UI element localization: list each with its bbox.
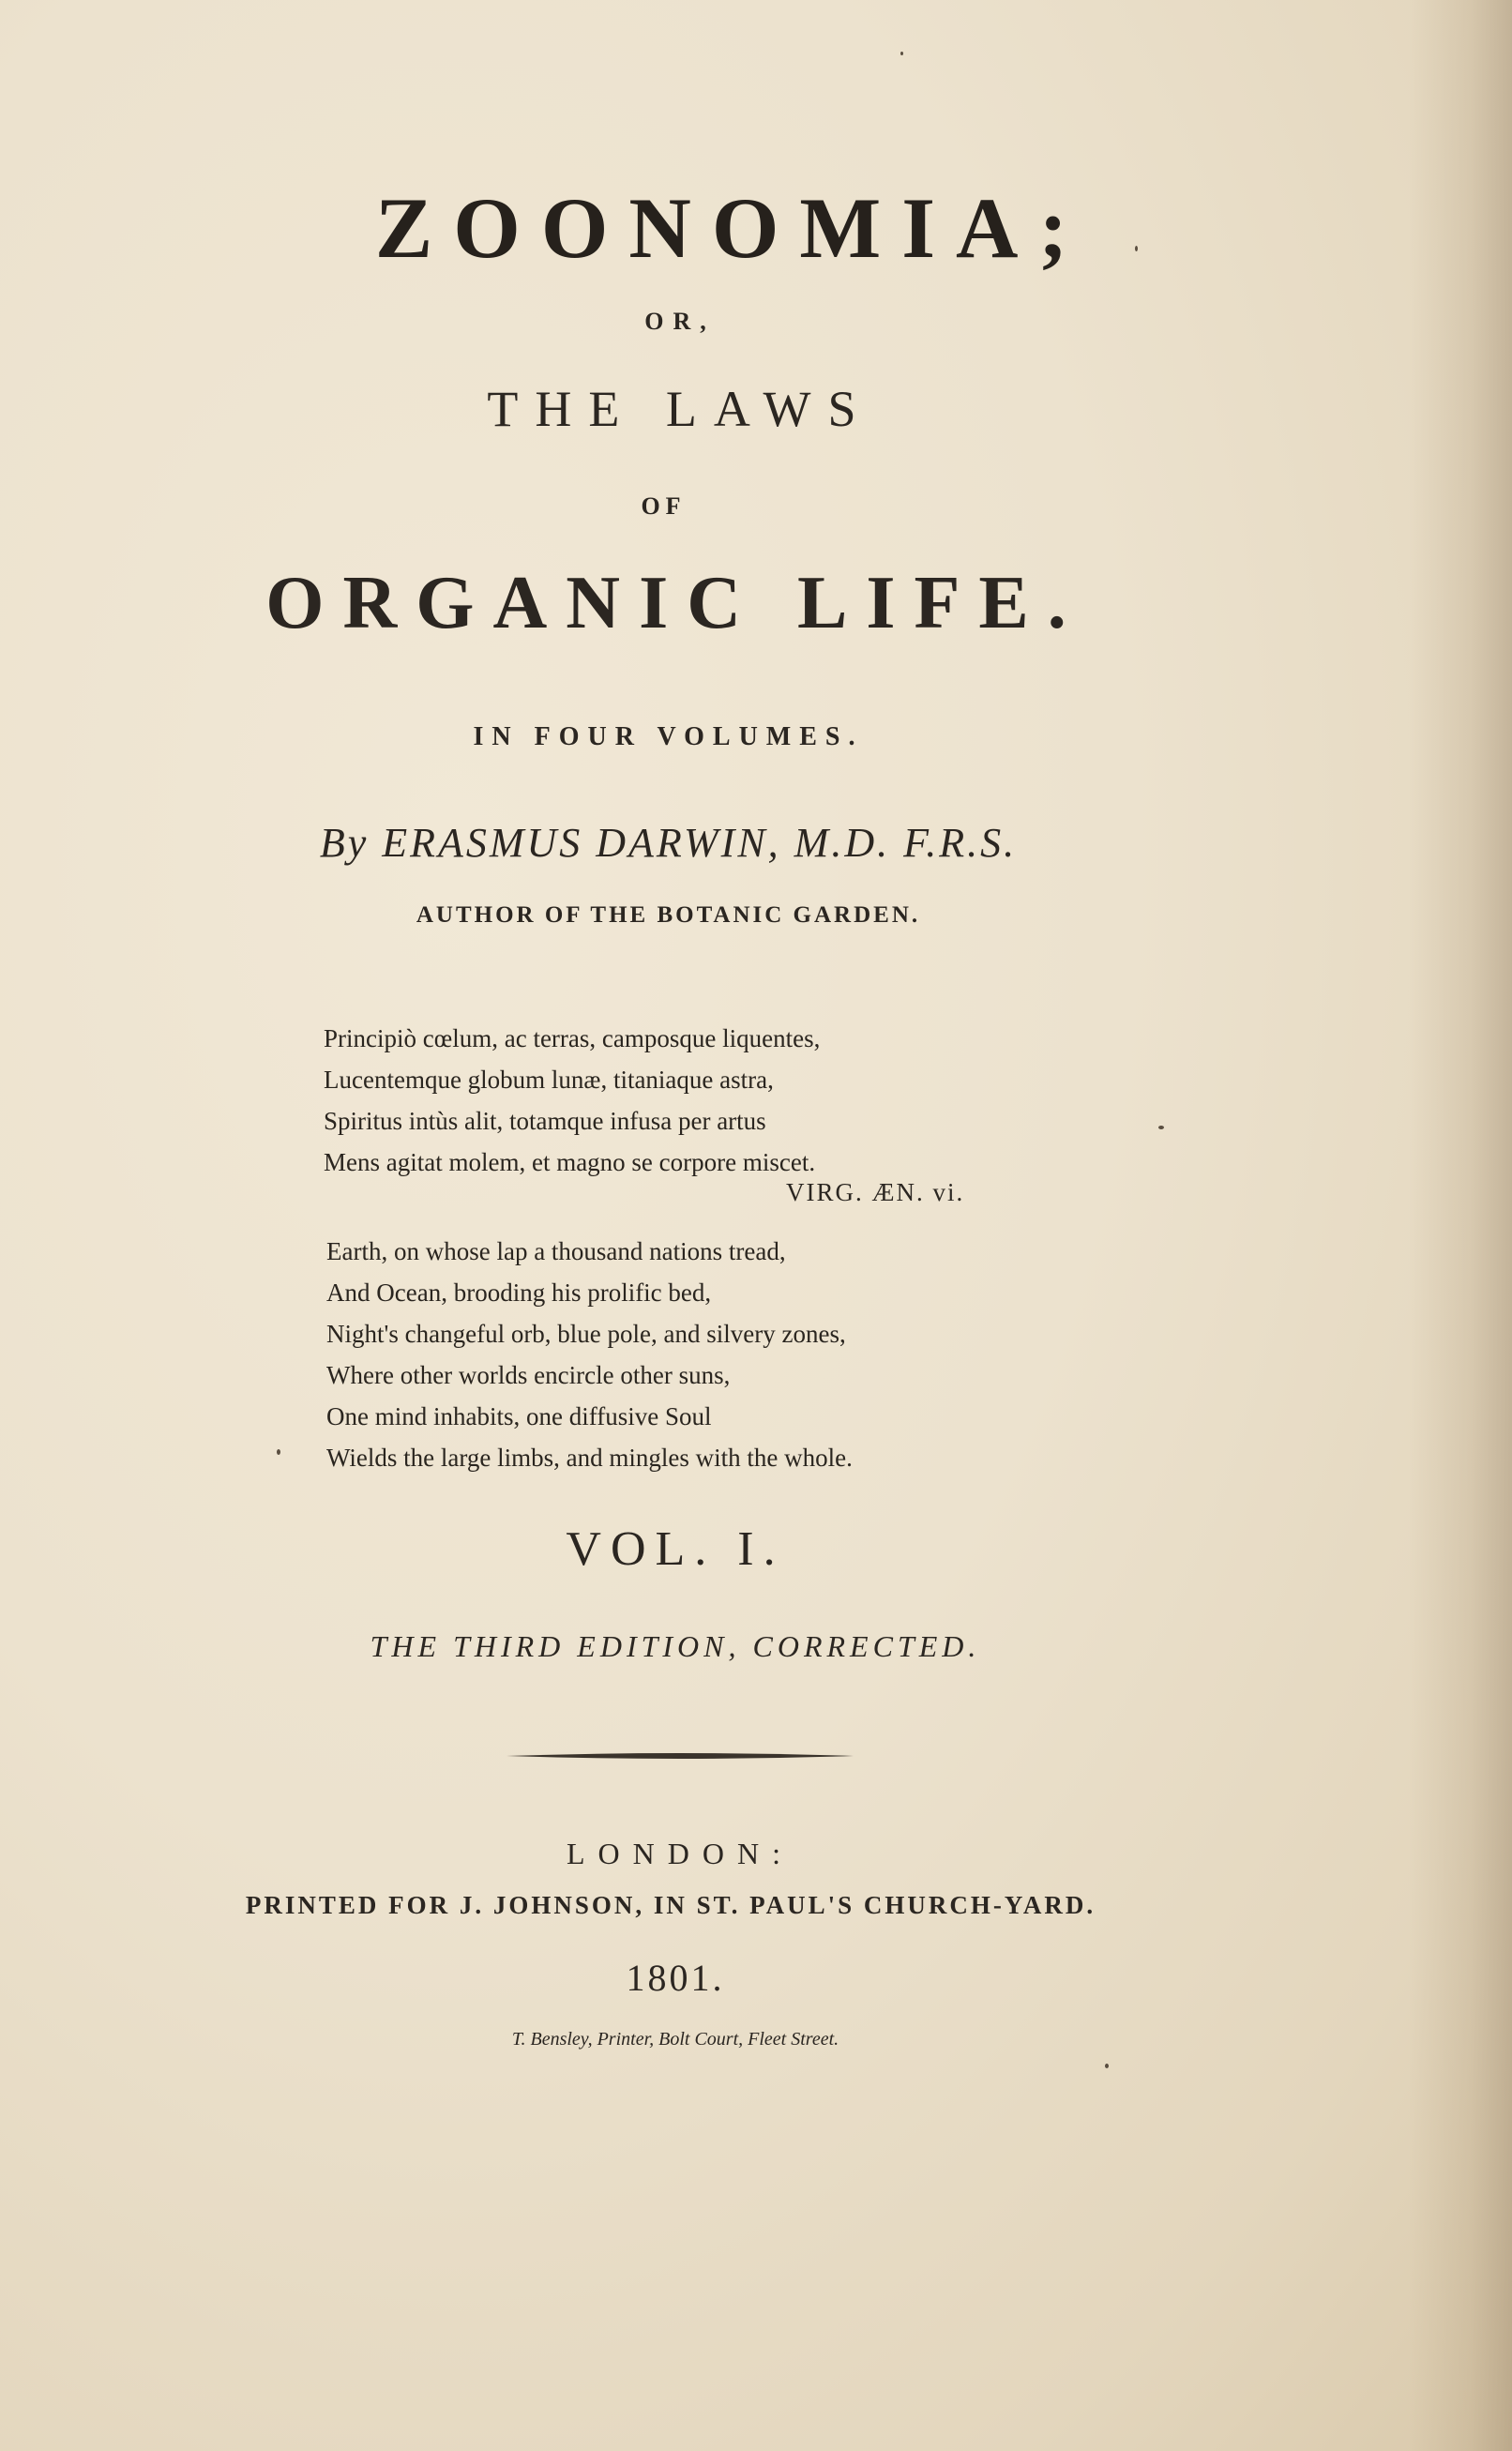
epigraph-latin bbox=[324, 1018, 820, 1183]
english-line: Earth, on whose lap a thousand nations tread, bbox=[326, 1237, 786, 1265]
paper-speck bbox=[1158, 1126, 1164, 1129]
imprint-publisher: PRINTED FOR J. JOHNSON, IN ST. PAUL'S CHURCH-YARD. bbox=[245, 1891, 1096, 1919]
english-line: And Ocean, brooding his prolific bed, bbox=[326, 1278, 712, 1307]
latin-line: Lucentemque globum lunæ, titaniaque astra, bbox=[324, 1066, 774, 1094]
volume-number: VOL. I. bbox=[566, 1522, 785, 1576]
english-line: One mind inhabits, one diffusive Soul bbox=[326, 1402, 712, 1430]
decorative-rule bbox=[507, 1749, 854, 1763]
english-line: Night's changeful orb, blue pole, and silvery zones, bbox=[326, 1320, 846, 1348]
imprint-year: 1801. bbox=[626, 1957, 725, 1999]
paper-speck bbox=[277, 1449, 280, 1455]
epigraph-english bbox=[326, 1231, 853, 1478]
paper-speck bbox=[1135, 246, 1138, 251]
decorative-rule-graphic bbox=[507, 1749, 854, 1763]
title-or: OR, bbox=[644, 308, 716, 335]
latin-attribution: VIRG. ÆN. vi. bbox=[786, 1178, 965, 1206]
volumes-note: IN FOUR VOLUMES. bbox=[473, 722, 864, 751]
page-edge-shadow bbox=[1409, 0, 1512, 2451]
subtitle-organic-life: ORGANIC LIFE. bbox=[265, 562, 1085, 644]
subtitle-of: OF bbox=[641, 492, 687, 520]
imprint-printer: T. Bensley, Printer, Bolt Court, Fleet Street. bbox=[511, 2029, 839, 2050]
latin-line: Spiritus intùs alit, totamque infusa per artus bbox=[324, 1107, 766, 1135]
paper-speck bbox=[1105, 2064, 1109, 2068]
english-line: Where other worlds encircle other suns, bbox=[326, 1361, 731, 1389]
edition-note: THE THIRD EDITION, CORRECTED. bbox=[370, 1629, 981, 1663]
paper-speck bbox=[900, 52, 903, 55]
subtitle-laws: THE LAWS bbox=[487, 381, 873, 437]
latin-line: Mens agitat molem, et magno se corpore miscet. bbox=[324, 1148, 816, 1176]
author-byline: By ERASMUS DARWIN, M.D. F.R.S. bbox=[319, 820, 1018, 866]
english-line: Wields the large limbs, and mingles with the whole. bbox=[326, 1444, 853, 1472]
latin-line: Principiò cœlum, ac terras, camposque liquentes, bbox=[324, 1024, 821, 1052]
book-title: ZOONOMIA; bbox=[374, 180, 1089, 276]
author-credit: AUTHOR OF THE BOTANIC GARDEN. bbox=[416, 902, 921, 928]
imprint-city: LONDON: bbox=[567, 1837, 794, 1870]
